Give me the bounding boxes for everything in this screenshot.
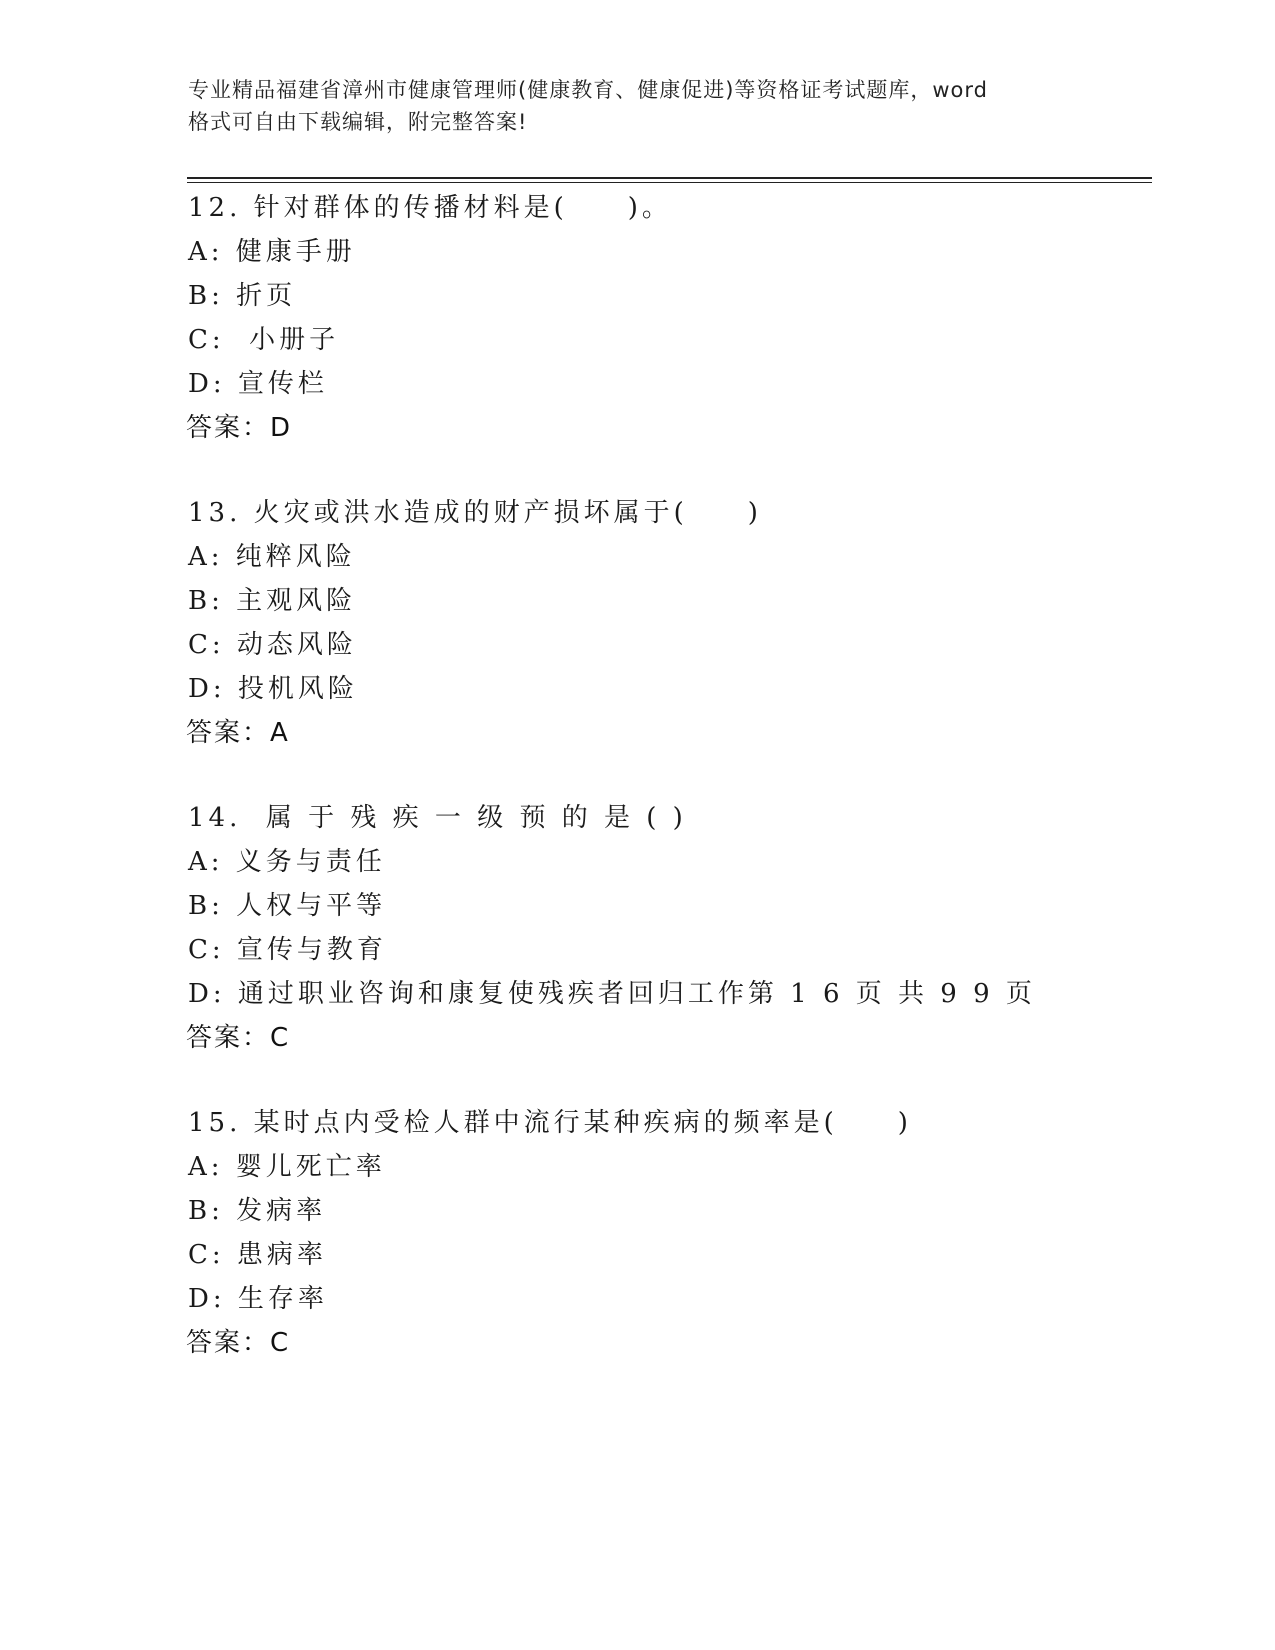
header-line-2: 格式可自由下载编辑，附完整答案! bbox=[188, 110, 528, 134]
question-12-option-a: A: 健康手册 bbox=[188, 237, 356, 267]
question-15-answer: 答案：C bbox=[186, 1328, 291, 1358]
document-header bbox=[188, 74, 1088, 138]
question-12-stem: 12. 针对群体的传播材料是( )。 bbox=[188, 193, 672, 223]
question-13-option-d: D: 投机风险 bbox=[188, 674, 358, 704]
question-14-option-b: B: 人权与平等 bbox=[188, 891, 387, 921]
question-15-option-a: A: 婴儿死亡率 bbox=[188, 1152, 386, 1182]
question-12-option-c: C: 小册子 bbox=[188, 325, 340, 355]
question-14-option-a: A: 义务与责任 bbox=[188, 847, 386, 877]
question-13-answer: 答案：A bbox=[186, 718, 290, 748]
question-13-option-a: A: 纯粹风险 bbox=[188, 542, 356, 572]
question-15-option-d: D: 生存率 bbox=[188, 1284, 328, 1314]
question-14-answer: 答案：C bbox=[186, 1023, 291, 1053]
question-15-option-b: B: 发病率 bbox=[188, 1196, 327, 1226]
question-12-option-b: B: 折页 bbox=[188, 281, 297, 311]
question-13-stem: 13. 火灾或洪水造成的财产损坏属于( ) bbox=[188, 498, 762, 528]
question-14-option-d: D: 通过职业咨询和康复使残疾者回归工作第 1 6 页 共 9 9 页 bbox=[188, 979, 1036, 1009]
question-12-option-d: D: 宣传栏 bbox=[188, 369, 328, 399]
header-divider-thin bbox=[187, 182, 1152, 183]
question-13-option-c: C: 动态风险 bbox=[188, 630, 357, 660]
question-14-option-c: C: 宣传与教育 bbox=[188, 935, 387, 965]
question-15-stem: 15. 某时点内受检人群中流行某种疾病的频率是( ) bbox=[188, 1108, 912, 1138]
header-line-1: 专业精品福建省漳州市健康管理师(健康教育、健康促进)等资格证考试题库，word bbox=[188, 78, 989, 102]
question-15-option-c: C: 患病率 bbox=[188, 1240, 327, 1270]
question-12-answer: 答案：D bbox=[186, 413, 293, 443]
header-divider-thick bbox=[187, 177, 1152, 179]
question-14-stem: 14. 属 于 残 疾 一 级 预 的 是 ( ) bbox=[188, 803, 687, 833]
question-13-option-b: B: 主观风险 bbox=[188, 586, 357, 616]
